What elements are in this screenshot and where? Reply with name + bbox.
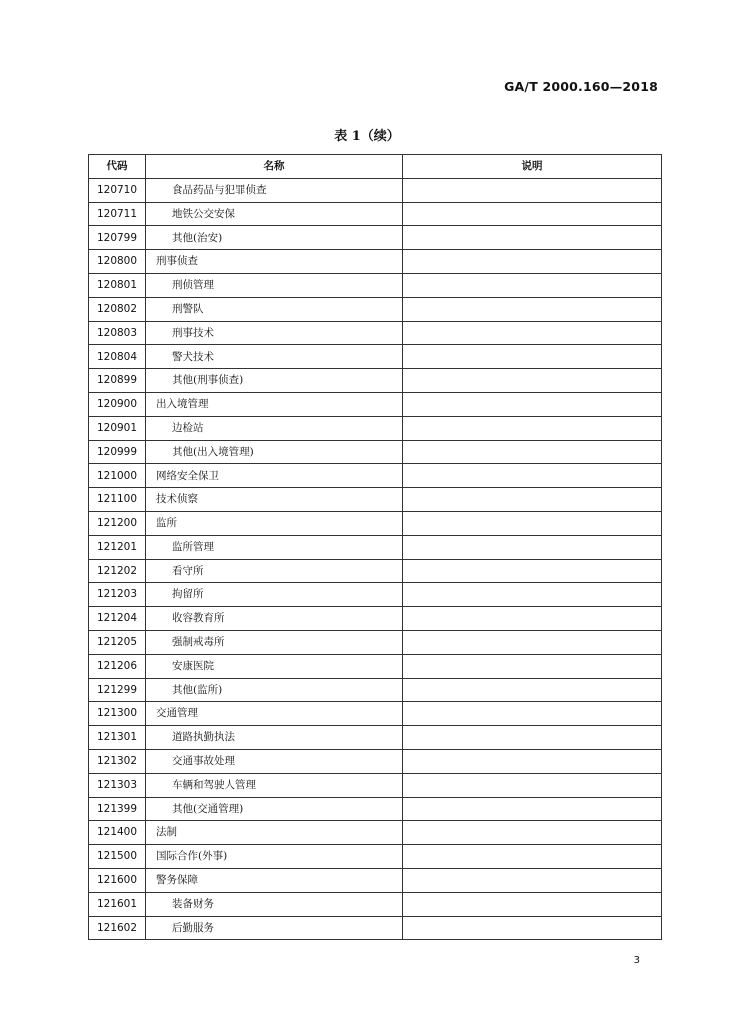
code-cell: 121300	[89, 702, 146, 726]
table-row	[89, 250, 662, 274]
note-cell	[403, 440, 662, 464]
note-cell	[403, 178, 662, 202]
note-cell	[403, 559, 662, 583]
table-header-row	[89, 155, 662, 179]
name-cell: 刑事侦查	[146, 250, 403, 274]
table-row	[89, 226, 662, 250]
table-row	[89, 845, 662, 869]
name-cell: 拘留所	[146, 583, 403, 607]
code-cell: 120999	[89, 440, 146, 464]
name-cell: 监所	[146, 511, 403, 535]
note-cell	[403, 892, 662, 916]
name-cell: 警务保障	[146, 868, 403, 892]
name-cell: 看守所	[146, 559, 403, 583]
note-cell	[403, 583, 662, 607]
code-cell: 121200	[89, 511, 146, 535]
name-cell: 出入境管理	[146, 392, 403, 416]
table-body	[89, 178, 662, 940]
table-row	[89, 773, 662, 797]
code-cell: 121206	[89, 654, 146, 678]
code-cell: 121500	[89, 845, 146, 869]
note-cell	[403, 416, 662, 440]
table-row	[89, 821, 662, 845]
note-cell	[403, 345, 662, 369]
note-cell	[403, 797, 662, 821]
code-table	[88, 154, 662, 940]
name-cell: 其他(出入境管理)	[146, 440, 403, 464]
code-cell: 121601	[89, 892, 146, 916]
table-row	[89, 868, 662, 892]
code-cell: 120900	[89, 392, 146, 416]
note-cell	[403, 369, 662, 393]
table-row	[89, 440, 662, 464]
note-cell	[403, 464, 662, 488]
note-cell	[403, 845, 662, 869]
name-cell: 地铁公交安保	[146, 202, 403, 226]
note-cell	[403, 868, 662, 892]
code-cell: 121202	[89, 559, 146, 583]
name-cell: 网络安全保卫	[146, 464, 403, 488]
table-row	[89, 583, 662, 607]
code-cell: 120804	[89, 345, 146, 369]
name-cell: 其他(监所)	[146, 678, 403, 702]
table-row	[89, 464, 662, 488]
table-row	[89, 488, 662, 512]
name-cell: 后勤服务	[146, 916, 403, 940]
note-cell	[403, 916, 662, 940]
name-cell: 警犬技术	[146, 345, 403, 369]
name-cell: 装备财务	[146, 892, 403, 916]
table-row	[89, 297, 662, 321]
table-row	[89, 273, 662, 297]
note-cell	[403, 821, 662, 845]
table-row	[89, 749, 662, 773]
code-cell: 121205	[89, 630, 146, 654]
name-cell: 安康医院	[146, 654, 403, 678]
column-header-note: 说明	[403, 155, 662, 179]
table-row	[89, 892, 662, 916]
name-cell: 交通事故处理	[146, 749, 403, 773]
table-row	[89, 678, 662, 702]
note-cell	[403, 726, 662, 750]
page-number: 3	[633, 955, 640, 966]
name-cell: 边检站	[146, 416, 403, 440]
code-cell: 121203	[89, 583, 146, 607]
name-cell: 收容教育所	[146, 607, 403, 631]
code-cell: 121204	[89, 607, 146, 631]
table-row	[89, 630, 662, 654]
table-row	[89, 607, 662, 631]
column-header-code: 代码	[89, 155, 146, 179]
code-cell: 121100	[89, 488, 146, 512]
code-cell: 120800	[89, 250, 146, 274]
code-cell: 121301	[89, 726, 146, 750]
note-cell	[403, 535, 662, 559]
note-cell	[403, 702, 662, 726]
code-cell: 121302	[89, 749, 146, 773]
note-cell	[403, 392, 662, 416]
code-cell: 121000	[89, 464, 146, 488]
name-cell: 其他(刑事侦查)	[146, 369, 403, 393]
name-cell: 其他(治安)	[146, 226, 403, 250]
name-cell: 道路执勤执法	[146, 726, 403, 750]
table-row	[89, 535, 662, 559]
name-cell: 强制戒毒所	[146, 630, 403, 654]
table-row	[89, 511, 662, 535]
name-cell: 交通管理	[146, 702, 403, 726]
note-cell	[403, 202, 662, 226]
code-cell: 121303	[89, 773, 146, 797]
table-row	[89, 345, 662, 369]
name-cell: 食品药品与犯罪侦查	[146, 178, 403, 202]
table-row	[89, 797, 662, 821]
name-cell: 刑警队	[146, 297, 403, 321]
code-cell: 121400	[89, 821, 146, 845]
note-cell	[403, 226, 662, 250]
code-cell: 120901	[89, 416, 146, 440]
note-cell	[403, 607, 662, 631]
code-cell: 120801	[89, 273, 146, 297]
name-cell: 其他(交通管理)	[146, 797, 403, 821]
table-row	[89, 559, 662, 583]
table-row	[89, 369, 662, 393]
note-cell	[403, 773, 662, 797]
note-cell	[403, 321, 662, 345]
note-cell	[403, 273, 662, 297]
note-cell	[403, 250, 662, 274]
name-cell: 车辆和驾驶人管理	[146, 773, 403, 797]
note-cell	[403, 654, 662, 678]
table-row	[89, 654, 662, 678]
code-cell: 120803	[89, 321, 146, 345]
code-cell: 121399	[89, 797, 146, 821]
code-cell: 120711	[89, 202, 146, 226]
table-row	[89, 392, 662, 416]
note-cell	[403, 630, 662, 654]
name-cell: 刑侦管理	[146, 273, 403, 297]
name-cell: 刑事技术	[146, 321, 403, 345]
note-cell	[403, 678, 662, 702]
name-cell: 技术侦察	[146, 488, 403, 512]
name-cell: 法制	[146, 821, 403, 845]
table-row	[89, 702, 662, 726]
note-cell	[403, 297, 662, 321]
table-row	[89, 321, 662, 345]
code-cell: 120899	[89, 369, 146, 393]
standard-id: GA/T 2000.160—2018	[504, 79, 658, 94]
name-cell: 国际合作(外事)	[146, 845, 403, 869]
code-cell: 120799	[89, 226, 146, 250]
table-row	[89, 202, 662, 226]
table-caption: 表 1（续）	[334, 129, 400, 144]
table-row	[89, 726, 662, 750]
code-cell: 120710	[89, 178, 146, 202]
name-cell: 监所管理	[146, 535, 403, 559]
note-cell	[403, 749, 662, 773]
code-cell: 121602	[89, 916, 146, 940]
table-row	[89, 178, 662, 202]
table-row	[89, 916, 662, 940]
table-row	[89, 416, 662, 440]
code-cell: 121299	[89, 678, 146, 702]
code-cell: 121201	[89, 535, 146, 559]
code-cell: 120802	[89, 297, 146, 321]
note-cell	[403, 511, 662, 535]
column-header-name: 名称	[146, 155, 403, 179]
code-cell: 121600	[89, 868, 146, 892]
note-cell	[403, 488, 662, 512]
